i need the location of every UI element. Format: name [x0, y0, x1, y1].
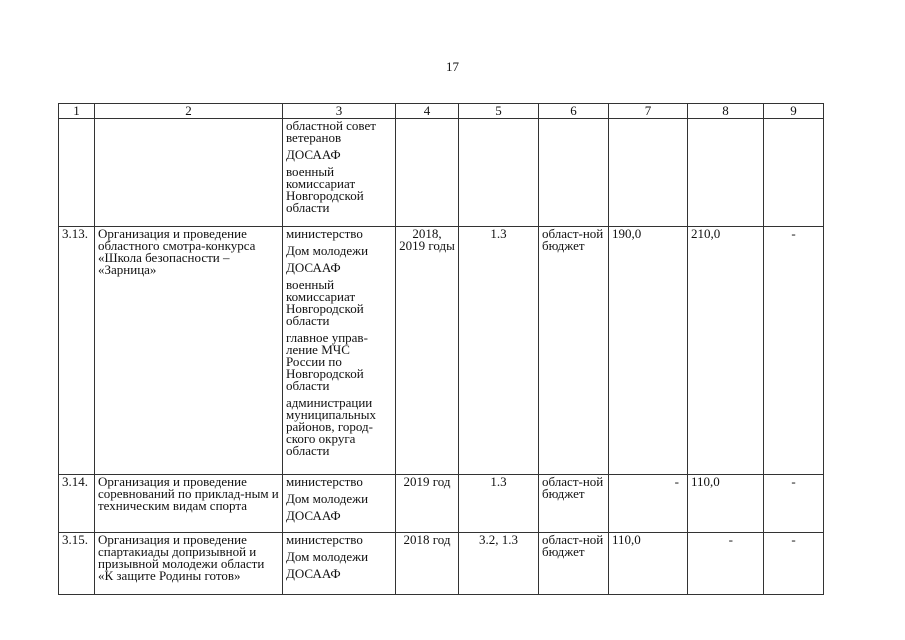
executor: ДОСААФ — [286, 566, 341, 581]
executors-cell — [283, 227, 396, 475]
event-name: Организация и проведение соревнований по приклад-ным и техническим видам спорта — [95, 475, 283, 533]
executor: ДОСААФ — [286, 260, 341, 275]
column-header: 5 — [459, 104, 539, 119]
funding-source: област-ной бюджет — [539, 227, 609, 475]
amount-col8: - — [688, 533, 764, 595]
row-number: 3.14. — [59, 475, 95, 533]
executor: военный комиссариат Новгородской области — [286, 164, 364, 215]
target-indicator: 1.3 — [459, 475, 539, 533]
executor: Дом молодежи — [286, 549, 369, 564]
table-row-3-14 — [59, 475, 824, 533]
funding-source: област-ной бюджет — [539, 475, 609, 533]
column-header: 3 — [283, 104, 396, 119]
years: 2019 год — [396, 475, 459, 533]
row-number: 3.15. — [59, 533, 95, 595]
amount-col7: - — [609, 475, 688, 533]
table-row-3-13 — [59, 227, 824, 475]
executor: главное управ-ление МЧС России по Новгородской области — [286, 330, 368, 393]
executor: Дом молодежи — [286, 243, 369, 258]
table-row-3-15 — [59, 533, 824, 595]
amount-col7: 190,0 — [609, 227, 688, 475]
executor: министерство — [286, 532, 363, 547]
executor: ДОСААФ — [286, 147, 341, 162]
target-indicator: 1.3 — [459, 227, 539, 475]
amount-col8: 110,0 — [688, 475, 764, 533]
amount-col9: - — [764, 475, 824, 533]
event-name: Организация и проведение спартакиады допризывной и призывной молодежи области «К защите Родины готов» — [95, 533, 283, 595]
executors-cell — [283, 119, 396, 227]
column-number-row — [59, 104, 824, 119]
event-name: Организация и проведение областного смотра-конкурса «Школа безопасности – «Зарница» — [95, 227, 283, 475]
target-indicator: 3.2, 1.3 — [459, 533, 539, 595]
program-activities-table — [58, 103, 824, 595]
executor: Дом молодежи — [286, 491, 369, 506]
executor: военный комиссариат Новгородской области — [286, 277, 364, 328]
years: 2018, 2019 годы — [396, 227, 459, 475]
amount-col7: 110,0 — [609, 533, 688, 595]
executors-cell — [283, 533, 396, 595]
executor: министерство — [286, 226, 363, 241]
column-header: 4 — [396, 104, 459, 119]
amount-col9: - — [764, 533, 824, 595]
executor: администрации муниципальных районов, город-ского округа области — [286, 395, 377, 458]
amount-col8: 210,0 — [688, 227, 764, 475]
amount-col9: - — [764, 227, 824, 475]
executor: областной совет ветеранов — [286, 118, 376, 145]
column-header: 9 — [764, 104, 824, 119]
row-number: 3.13. — [59, 227, 95, 475]
column-header: 2 — [95, 104, 283, 119]
executors-cell — [283, 475, 396, 533]
funding-source: област-ной бюджет — [539, 533, 609, 595]
years: 2018 год — [396, 533, 459, 595]
column-header: 7 — [609, 104, 688, 119]
executor: ДОСААФ — [286, 508, 341, 523]
column-header: 1 — [59, 104, 95, 119]
column-header: 8 — [688, 104, 764, 119]
executor: министерство — [286, 474, 363, 489]
page-number: 17 — [446, 59, 459, 74]
column-header: 6 — [539, 104, 609, 119]
table-row-continuation — [59, 119, 824, 227]
